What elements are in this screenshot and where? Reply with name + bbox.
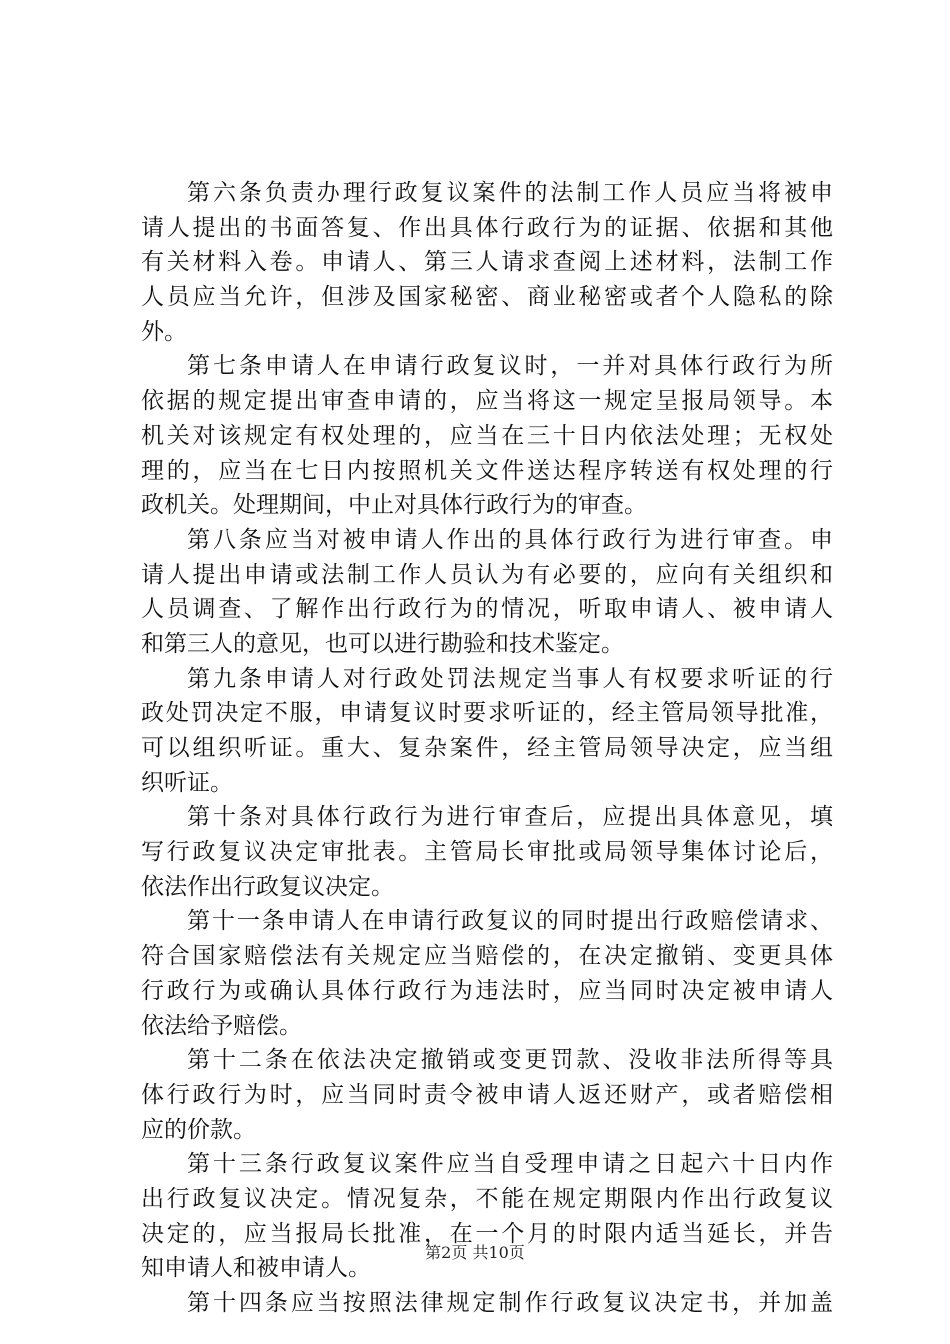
document-body (141, 176, 833, 1321)
text-line: 知申请人和被申请人。 (141, 1255, 371, 1282)
paragraph-article-10 (141, 800, 833, 904)
text-line: 可以组织听证。重大、复杂案件，经主管局领导决定，应当组 (141, 735, 833, 761)
text-line: 决定的，应当报局长批准，在一个月的时限内适当延长，并告 (141, 1220, 833, 1247)
text-line: 和第三人的意见，也可以进行勘验和技术鉴定。 (141, 630, 624, 657)
text-line: 第十二条在依法决定撤销或变更罚款、没收非法所得等具 (187, 1047, 833, 1074)
text-line: 应的价款。 (141, 1116, 256, 1143)
text-line: 写行政复议决定审批表。主管局长审批或局领导集体讨论后， (141, 839, 833, 866)
page-footer (0, 1240, 950, 1263)
text-line: 第八条应当对被申请人作出的具体行政行为进行审查。申 (187, 526, 833, 553)
paragraph-article-12 (141, 1043, 833, 1147)
text-line: 政机关。处理期间，中止对具体行政行为的审查。 (141, 492, 647, 519)
text-line: 请人提出申请或法制工作人员认为有必要的，应向有关组织和 (141, 561, 833, 588)
text-line: 第十三条行政复议案件应当自受理申请之日起六十日内作 (187, 1151, 833, 1178)
text-line: 第六条负责办理行政复议案件的法制工作人员应当将被申 (187, 180, 833, 206)
paragraph-article-8 (141, 523, 833, 662)
text-line: 第七条申请人在申请行政复议时，一并对具体行政行为所 (187, 353, 833, 380)
text-line: 第九条申请人对行政处罚法规定当事人有权要求听证的行 (187, 665, 833, 692)
paragraph-article-9 (141, 662, 833, 801)
paragraph-article-7 (141, 349, 833, 522)
text-line: 理的，应当在七日内按照机关文件送达程序转送有权处理的行 (141, 457, 833, 484)
text-line: 第十四条应当按照法律规定制作行政复议决定书，并加盖 (187, 1290, 833, 1316)
text-line: 依法作出行政复议决定。 (141, 873, 394, 900)
text-line: 请人提出的书面答复、作出具体行政行为的证据、依据和其他 (141, 214, 833, 241)
paragraph-article-13 (141, 1147, 833, 1286)
text-line: 出行政复议决定。情况复杂，不能在规定期限内作出行政复议 (141, 1185, 833, 1212)
text-line: 行政行为或确认具体行政行为违法时，应当同时决定被申请人 (141, 977, 833, 1004)
text-line: 人员调查、了解作出行政行为的情况，听取申请人、被申请人 (141, 596, 833, 623)
text-line: 体行政行为时，应当同时责令被申请人返还财产，或者赔偿相 (141, 1081, 833, 1108)
text-line: 第十一条申请人在申请行政复议的同时提出行政赔偿请求、 (187, 908, 833, 935)
paragraph-article-14 (141, 1286, 833, 1321)
text-line: 机关对该规定有权处理的，应当在三十日内依法处理；无权处 (141, 422, 833, 449)
text-line: 有关材料入卷。申请人、第三人请求查阅上述材料，法制工作 (141, 249, 833, 276)
paragraph-article-11 (141, 904, 833, 1043)
text-line: 第十条对具体行政行为进行审查后，应提出具体意见，填 (187, 804, 833, 831)
text-line: 织听证。 (141, 769, 233, 796)
text-line: 政处罚决定不服，申请复议时要求听证的，经主管局领导批准， (141, 700, 833, 727)
text-line: 依法给予赔偿。 (141, 1012, 302, 1039)
text-line: 符合国家赔偿法有关规定应当赔偿的，在决定撤销、变更具体 (141, 943, 833, 970)
paragraph-article-6 (141, 176, 833, 349)
text-line: 人员应当允许，但涉及国家秘密、商业秘密或者个人隐私的除 (141, 284, 833, 311)
text-line: 依据的规定提出审查申请的，应当将这一规定呈报局领导。本 (141, 388, 833, 415)
text-line: 外。 (141, 318, 187, 345)
page-number-label: 第2页 共10页 (425, 1243, 525, 1262)
